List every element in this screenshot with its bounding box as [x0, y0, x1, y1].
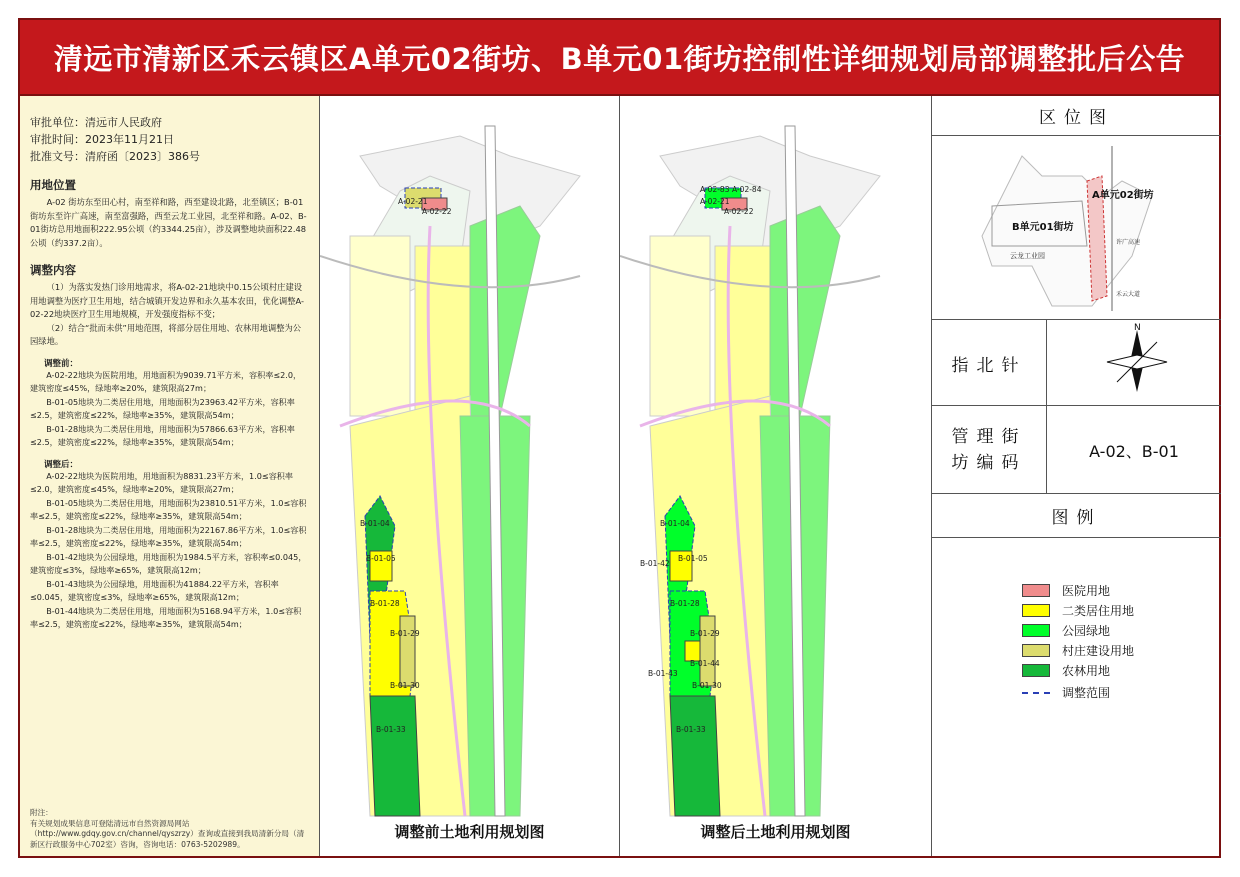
- legend-swatch: [1022, 584, 1050, 597]
- location-b-label: B单元01街坊: [1012, 222, 1074, 233]
- after-map-title: 调整后土地利用规划图: [700, 823, 851, 841]
- legend-label: 调整范围: [1062, 686, 1111, 700]
- plot-label: A-02-22: [422, 207, 452, 216]
- right-info-column: [932, 96, 1221, 856]
- plot-label: B-01-28: [370, 599, 400, 608]
- adjustment-p2: （2）结合“批而未供”用地范围，将部分居住用地、农林用地调整为公园绿地。: [30, 322, 302, 346]
- approval-time: [30, 131, 309, 148]
- after-item: B-01-42地块为公园绿地，用地面积为1984.5平方米，容积率≤0.045，建筑密度≤3%，绿地率≥65%，建筑限高12m；: [30, 551, 307, 575]
- plot-label: B-01-05: [678, 554, 708, 563]
- after-land-use-map: [620, 96, 932, 856]
- page-title: 清远市清新区禾云镇区A单元02街坊、B单元01街坊控制性详细规划局部调整批后公告: [20, 20, 1219, 96]
- before-map-title: 调整前土地利用规划图: [394, 823, 545, 841]
- approval-doc-value: 清府函〔2023〕386号: [85, 150, 200, 163]
- before-land-use-map: [320, 96, 620, 856]
- location-road-label: 许广高速: [1116, 239, 1141, 246]
- plot-label: B-01-04: [660, 519, 690, 528]
- plot-label: A-02-21: [398, 197, 428, 206]
- north-heading: 指北针: [932, 320, 1047, 406]
- legend-item: [1022, 662, 1110, 679]
- legend-item: [1022, 684, 1110, 701]
- legend-item: [1022, 602, 1134, 619]
- legend-item: [1022, 642, 1134, 659]
- block-code-heading: [932, 406, 1047, 494]
- legend: [932, 538, 1221, 856]
- location-park-label: 云龙工业园: [1010, 252, 1045, 260]
- adjustment-heading: 调整内容: [30, 263, 76, 277]
- notice-text-panel: [20, 96, 320, 856]
- plot-label: B-01-43: [648, 669, 678, 678]
- location-road-label: 禾云大道: [1116, 291, 1141, 298]
- block-code-heading-line: 管理街: [951, 427, 1027, 447]
- plot-label: B-01-30: [390, 681, 420, 690]
- location-map-heading: 区位图: [932, 96, 1221, 136]
- approval-doc: [30, 148, 309, 165]
- plot-label: A-02-21: [700, 197, 730, 206]
- after-item: B-01-05地块为二类居住用地，用地面积为23810.51平方米，1.0≤容积率≤2.5，建筑密度≤22%，绿地率≥35%，建筑限高54m；: [30, 497, 307, 521]
- approval-unit: [30, 114, 309, 131]
- legend-heading: 图例: [932, 494, 1221, 538]
- before-item: A-02-22地块为医院用地，用地面积为9039.71平方米，容积率≤2.0，建筑密度≤45%，绿地率≥20%，建筑限高27m；: [30, 369, 302, 393]
- poster-frame: [18, 18, 1221, 858]
- after-item: B-01-44地块为二类居住用地，用地面积为5168.94平方米，1.0≤容积率≤2.5，建筑密度≤22%，绿地率≥35%，建筑限高54m；: [30, 605, 302, 629]
- approval-info: [30, 114, 309, 165]
- approval-time-label: 审批时间：: [30, 133, 85, 146]
- legend-label: 二类居住用地: [1062, 604, 1135, 618]
- after-heading: 调整后：: [44, 459, 79, 470]
- north-n-label: N: [1134, 323, 1141, 333]
- plot-label: B-01-04: [360, 519, 390, 528]
- before-heading: 调整前：: [44, 358, 79, 369]
- approval-unit-value: 清远市人民政府: [85, 116, 162, 129]
- plot-label: B-01-29: [690, 629, 720, 638]
- location-text: A-02 街坊东至田心村，南至祥和路，西至建设北路，北至镇区；B-01 街坊东至许广高速，南至富强路，西至云龙工业园，北至祥和路。A-02、B-01街坊总用地面积222.95公顷（约3344.25亩），涉及调整地块面积22.48公顷（约337.2亩）。: [30, 197, 307, 248]
- map-base: [320, 126, 580, 816]
- plot-label: B-01-28: [670, 599, 700, 608]
- approval-unit-label: 审批单位：: [30, 116, 85, 129]
- legend-label: 农林用地: [1062, 664, 1111, 678]
- before-item: B-01-28地块为二类居住用地，用地面积为57866.63平方米，容积率≤2.5，建筑密度≤22%，绿地率≥35%，建筑限高54m；: [30, 423, 295, 447]
- plot-label: B-01-44: [690, 659, 720, 668]
- legend-swatch: [1022, 664, 1050, 677]
- after-item: A-02-22地块为医院用地，用地面积为8831.23平方米，1.0≤容积率≤2.0，建筑密度≤45%，绿地率≥20%，建筑限高27m；: [30, 470, 293, 494]
- location-heading: 用地位置: [30, 178, 76, 192]
- legend-label: 公园绿地: [1062, 624, 1111, 638]
- map-base: [620, 126, 880, 816]
- location-map-drawing: [932, 136, 1221, 320]
- north-arrow-box: [932, 320, 1221, 406]
- plot-label: B-01-42: [640, 559, 670, 568]
- after-item: B-01-43地块为公园绿地，用地面积为41884.22平方米，容积率≤0.045，建筑密度≤3%，绿地率≥65%，建筑限高12m；: [30, 578, 279, 602]
- before-map-panel: [320, 96, 620, 856]
- legend-swatch: [1022, 644, 1050, 657]
- plot-label: A-02-83: [700, 185, 730, 194]
- plot-label: B-01-33: [676, 725, 706, 734]
- block-code-box: [932, 406, 1221, 494]
- legend-label: 村庄建设用地: [1062, 644, 1135, 658]
- legend-label: 医院用地: [1062, 584, 1111, 598]
- after-item: B-01-28地块为二类居住用地，用地面积为22167.86平方米，1.0≤容积率≤2.5，建筑密度≤22%，绿地率≥35%，建筑限高54m；: [30, 524, 307, 548]
- footnote: 附注： 有关规划成果信息可登陆清远市自然资源局网站（http://www.gdqy.gov.cn/channel/qyszrzy）查询或直接到我局清新分局（清新区行政服务中心702室）咨询，咨询电话：0763-5202989。: [30, 808, 305, 849]
- legend-dashed-line: [1022, 692, 1050, 694]
- before-item: B-01-05地块为二类居住用地，用地面积为23963.42平方米，容积率≤2.5，建筑密度≤22%，绿地率≥35%，建筑限高54m；: [30, 396, 295, 420]
- block-code-heading-line: 坊编码: [951, 453, 1027, 473]
- legend-item: [1022, 622, 1110, 639]
- block-code-value: A-02、B-01: [1089, 441, 1179, 461]
- plot-label: B-01-33: [376, 725, 406, 734]
- location-a-label: A单元02街坊: [1092, 190, 1154, 201]
- plot-label: A-02-22: [724, 207, 754, 216]
- north-arrow-icon: [1082, 320, 1202, 406]
- plot-label: A-02-84: [732, 185, 762, 194]
- plot-label: B-01-30: [692, 681, 722, 690]
- after-map-panel: [620, 96, 932, 856]
- plot-label: B-01-05: [366, 554, 396, 563]
- legend-item: [1022, 582, 1110, 599]
- adjustment-p1: （1）为落实发热门诊用地需求，将A-02-21地块中0.15公顷村庄建设用地调整为医疗卫生用地，结合城镇开发边界和永久基本农田，优化调整A-02-22地块医疗卫生用地规模，开发强度指标不变；: [30, 282, 304, 319]
- approval-doc-label: 批准文号：: [30, 150, 85, 163]
- legend-swatch: [1022, 624, 1050, 637]
- approval-time-value: 2023年11月21日: [85, 133, 174, 146]
- location-map: [932, 136, 1221, 320]
- plot-label: B-01-29: [390, 629, 420, 638]
- legend-swatch: [1022, 604, 1050, 617]
